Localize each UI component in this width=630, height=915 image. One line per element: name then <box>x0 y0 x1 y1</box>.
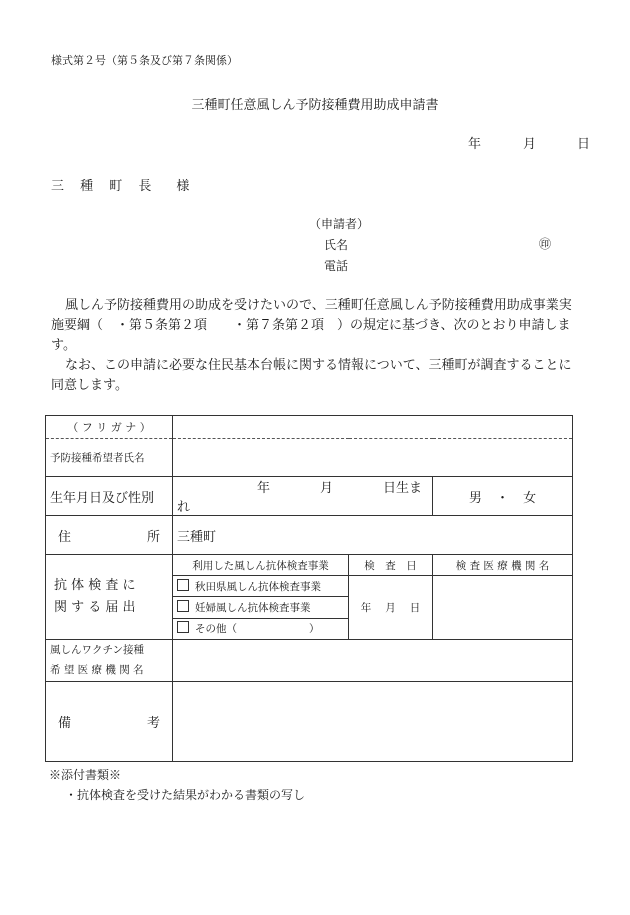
page-title: 三種町任意風しん予防接種費用助成申請書 <box>191 98 439 113</box>
checkbox-icon[interactable] <box>177 579 189 591</box>
remarks-label <box>46 681 173 761</box>
test-month-label: 月 <box>385 602 396 614</box>
sex-female-option[interactable]: 女 <box>523 490 537 506</box>
program-option-label: その他（ <box>195 623 237 636</box>
program-option-pregnant[interactable] <box>173 597 349 618</box>
applicant-name-field[interactable] <box>173 439 573 477</box>
furigana-label: （ フ リ ガ ナ ） <box>46 416 173 439</box>
application-form-table <box>45 415 573 762</box>
birth-date-field[interactable] <box>173 477 433 516</box>
addressee: 三 種 町 長 様 <box>51 179 196 194</box>
birth-day-label: 日生まれ <box>177 481 423 516</box>
attachment-item: ・抗体検査を受けた結果がわかる書類の写し <box>65 788 306 802</box>
furigana-field[interactable] <box>173 416 573 439</box>
birth-month-label: 月 <box>320 481 334 497</box>
birth-sex-label: 生年月日及び性別 <box>46 477 173 516</box>
application-statement <box>51 296 591 396</box>
program-option-akita[interactable] <box>173 576 349 597</box>
date-day-label: 日 <box>577 137 591 152</box>
consent-line: なお、この申請に必要な住民基本台帳に関する情報について、三種町が調査することに <box>65 358 572 373</box>
statement-line: す。 <box>51 338 76 353</box>
vaccine-institution-field[interactable] <box>173 639 573 681</box>
checkbox-icon[interactable] <box>177 600 189 612</box>
remarks-field[interactable] <box>173 681 573 761</box>
test-date-field[interactable] <box>349 576 433 639</box>
applicant-phone-label: 電話 <box>324 259 349 273</box>
sex-male-option[interactable]: 男 <box>468 490 482 506</box>
applicant-name-label: 予防接種希望者氏名 <box>46 439 173 477</box>
attachments-title: ※添付書類※ <box>49 768 122 782</box>
address-label-char: 所 <box>146 529 160 545</box>
vaccine-label-line: 風しんワクチン接種 <box>50 644 144 657</box>
address-label-char: 住 <box>58 529 72 545</box>
form-number: 様式第２号（第５条及び第７条関係） <box>51 54 238 67</box>
statement-line: 施要綱（ ・第５条第２項 ・第７条第２項 ）の規定に基づき、次のとおり申請しま <box>51 318 571 333</box>
test-date-header: 検 査 日 <box>349 555 433 576</box>
program-option-label: 秋田県風しん抗体検査事業 <box>195 580 321 593</box>
remarks-label-char: 備 <box>58 715 72 731</box>
test-day-label: 日 <box>409 602 421 614</box>
birth-year-label: 年 <box>257 481 271 497</box>
vaccine-label-line: 希 望 医 療 機 関 名 <box>50 664 144 677</box>
date-month-label: 月 <box>523 137 537 152</box>
applicant-name-label: 氏名 <box>324 238 349 252</box>
other-close-paren: ） <box>309 623 320 636</box>
test-year-label: 年 <box>360 602 372 614</box>
date-year-label: 年 <box>468 137 482 152</box>
program-option-other[interactable] <box>173 618 349 639</box>
checkbox-icon[interactable] <box>177 621 189 633</box>
statement-line: 風しん予防接種費用の助成を受けたいので、三種町任意風しん予防接種費用助成事業実 <box>65 298 572 313</box>
consent-line: 同意します。 <box>51 378 128 393</box>
institution-field[interactable] <box>433 576 573 639</box>
separator: ・ <box>495 490 509 506</box>
seal-mark: ㊞ <box>539 237 552 251</box>
antibody-test-label <box>46 555 173 639</box>
program-header: 利用した風しん抗体検査事業 <box>173 555 349 576</box>
program-option-label: 妊婦風しん抗体検査事業 <box>195 602 311 614</box>
vaccine-institution-label <box>46 639 173 681</box>
sex-field[interactable] <box>433 477 573 516</box>
address-label <box>46 516 173 555</box>
remarks-label-char: 考 <box>146 715 160 731</box>
address-field[interactable]: 三種町 <box>173 516 573 555</box>
antibody-label-line: 抗 体 検 査 に <box>54 577 136 593</box>
institution-header: 検 査 医 療 機 関 名 <box>433 555 573 576</box>
applicant-label: （申請者） <box>309 217 370 231</box>
antibody-label-line: 関 す る 届 出 <box>54 599 136 615</box>
